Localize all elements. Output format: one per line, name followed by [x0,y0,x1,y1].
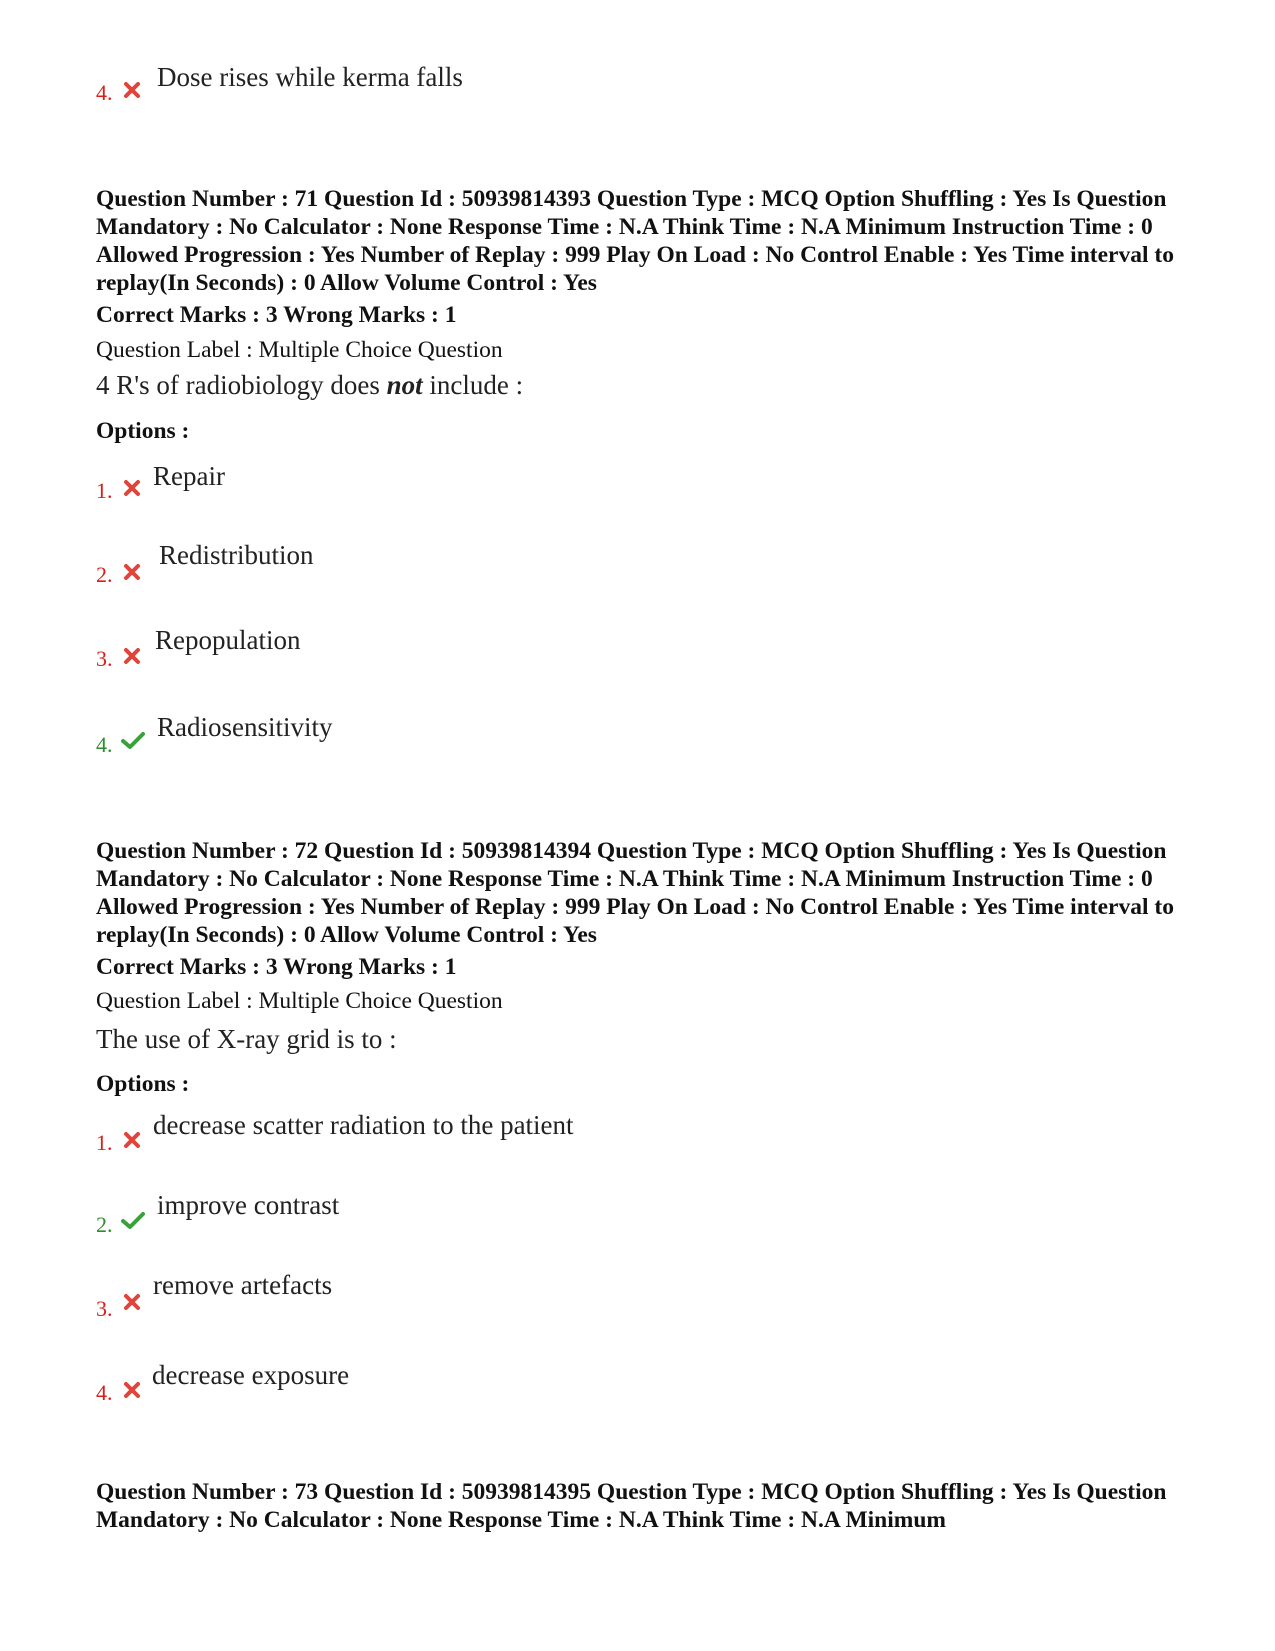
question-meta: Question Number : 71 Question Id : 50939814393 Question Type : MCQ Option Shuffling : Yes Is Question Mandatory : No Calculator : None Response Time : N.A Think Time : N.A Minimum Instruction Time : 0 Allowed Progression : Yes Number of Replay : 999 Play On Load : No Control Enable : Yes Time interval to replay(In Seconds) : 0 Allow Volume Control : Yes [96,186,1174,296]
cross-icon [122,1292,142,1312]
option-text: Radiosensitivity [157,712,333,742]
option-text: Dose rises while kerma falls [157,62,463,92]
cross-icon [122,646,142,666]
option-number: 1. [96,478,113,503]
options-label: Options : [96,1071,190,1097]
cross-icon [122,562,142,582]
option-text: decrease exposure [152,1360,350,1390]
question-label: Question Label : Multiple Choice Question [96,337,503,363]
option-text: decrease scatter radiation to the patient [153,1110,574,1140]
option-number: 3. [96,646,113,671]
question-meta: Question Number : 73 Question Id : 50939814395 Question Type : MCQ Option Shuffling : Yes Is Question Mandatory : No Calculator : None Response Time : N.A Think Time : N.A Minimum [96,1479,1167,1533]
option-text: Repair [153,461,225,491]
check-icon [120,1210,146,1230]
question-text-emphasis: not [386,370,423,400]
option-number: 2. [96,1212,113,1237]
option-text: Repopulation [155,625,301,655]
option-text: Redistribution [159,540,314,570]
option-number: 4. [96,732,113,757]
option-number: 4. [96,80,113,105]
check-icon [120,730,146,750]
question-text: The use of X-ray grid is to : [96,1024,397,1054]
question-label: Question Label : Multiple Choice Question [96,988,503,1014]
option-number: 1. [96,1130,113,1155]
option-text: improve contrast [157,1190,340,1220]
question-marks: Correct Marks : 3 Wrong Marks : 1 [96,302,457,328]
option-text: remove artefacts [153,1270,333,1300]
question-meta: Question Number : 72 Question Id : 50939814394 Question Type : MCQ Option Shuffling : Yes Is Question Mandatory : No Calculator : None Response Time : N.A Think Time : N.A Minimum Instruction Time : 0 Allowed Progression : Yes Number of Replay : 999 Play On Load : No Control Enable : Yes Time interval to replay(In Seconds) : 0 Allow Volume Control : Yes [96,838,1174,948]
option-number: 4. [96,1380,113,1405]
option-number: 3. [96,1296,113,1321]
cross-icon [122,80,142,100]
cross-icon [122,478,142,498]
option-number: 2. [96,562,113,587]
options-label: Options : [96,418,190,444]
cross-icon [122,1130,142,1150]
question-text: 4 R's of radiobiology does not include : [96,370,524,400]
question-marks: Correct Marks : 3 Wrong Marks : 1 [96,954,457,980]
cross-icon [122,1380,142,1400]
